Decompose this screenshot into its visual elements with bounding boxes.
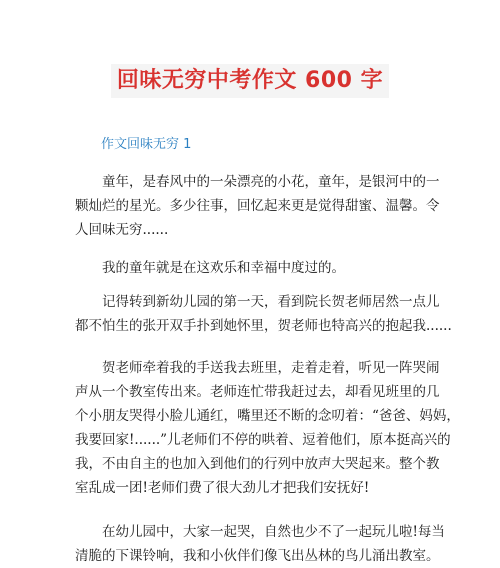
paragraph-line: 我的童年就是在这欢乐和幸福中度过的。 — [102, 260, 345, 276]
page-title: 回味无穷中考作文 600 字 — [111, 64, 389, 98]
paragraph-line: 贺老师牵着我的手送我去班里，走着走着，听见一阵哭闹 — [102, 360, 440, 376]
paragraph-4 — [75, 356, 460, 500]
paragraph-line: 童年，是春风中的一朵漂亮的小花，童年，是银河中的一 — [102, 174, 440, 190]
paragraph-line: 我，不由自主的也加入到他们的行列中放声大哭起来。整个教 — [75, 456, 440, 472]
paragraph-line: 在幼儿园中，大家一起哭，自然也少不了一起玩儿啦!每当 — [102, 524, 445, 540]
section-subtitle: 作文回味无穷 1 — [101, 137, 192, 152]
paragraph-line: 都不怕生的张开双手扑到她怀里，贺老师也特高兴的抱起我...... — [75, 318, 452, 334]
paragraph-line: 清脆的下课铃响，我和小伙伴们像飞出丛林的鸟儿涌出教室。 — [75, 548, 440, 564]
paragraph-line: 记得转到新幼儿园的第一天，看到院长贺老师居然一点儿 — [102, 294, 440, 310]
title-container — [0, 64, 500, 98]
paragraph-3 — [75, 290, 452, 338]
paragraph-5 — [75, 520, 445, 568]
paragraph-line: 人回味无穷...... — [75, 222, 169, 238]
paragraph-2 — [75, 256, 425, 280]
paragraph-line: 个小朋友哭得小脸儿通红，嘴里还不断的念叨着：“爸爸、妈妈， — [75, 408, 460, 424]
paragraph-line: 颗灿烂的星光。多少往事，回忆起来更是觉得甜蜜、温馨。令 — [75, 198, 440, 214]
paragraph-line: 我要回家!......”儿老师们不停的哄着、逗着他们，原本挺高兴的 — [75, 432, 451, 448]
paragraph-line: 室乱成一团!老师们费了很大劲儿才把我们安抚好! — [75, 480, 370, 496]
paragraph-line: 声从一个教室传出来。老师连忙带我赶过去，却看见班里的几 — [75, 384, 440, 400]
paragraph-1 — [75, 170, 440, 242]
